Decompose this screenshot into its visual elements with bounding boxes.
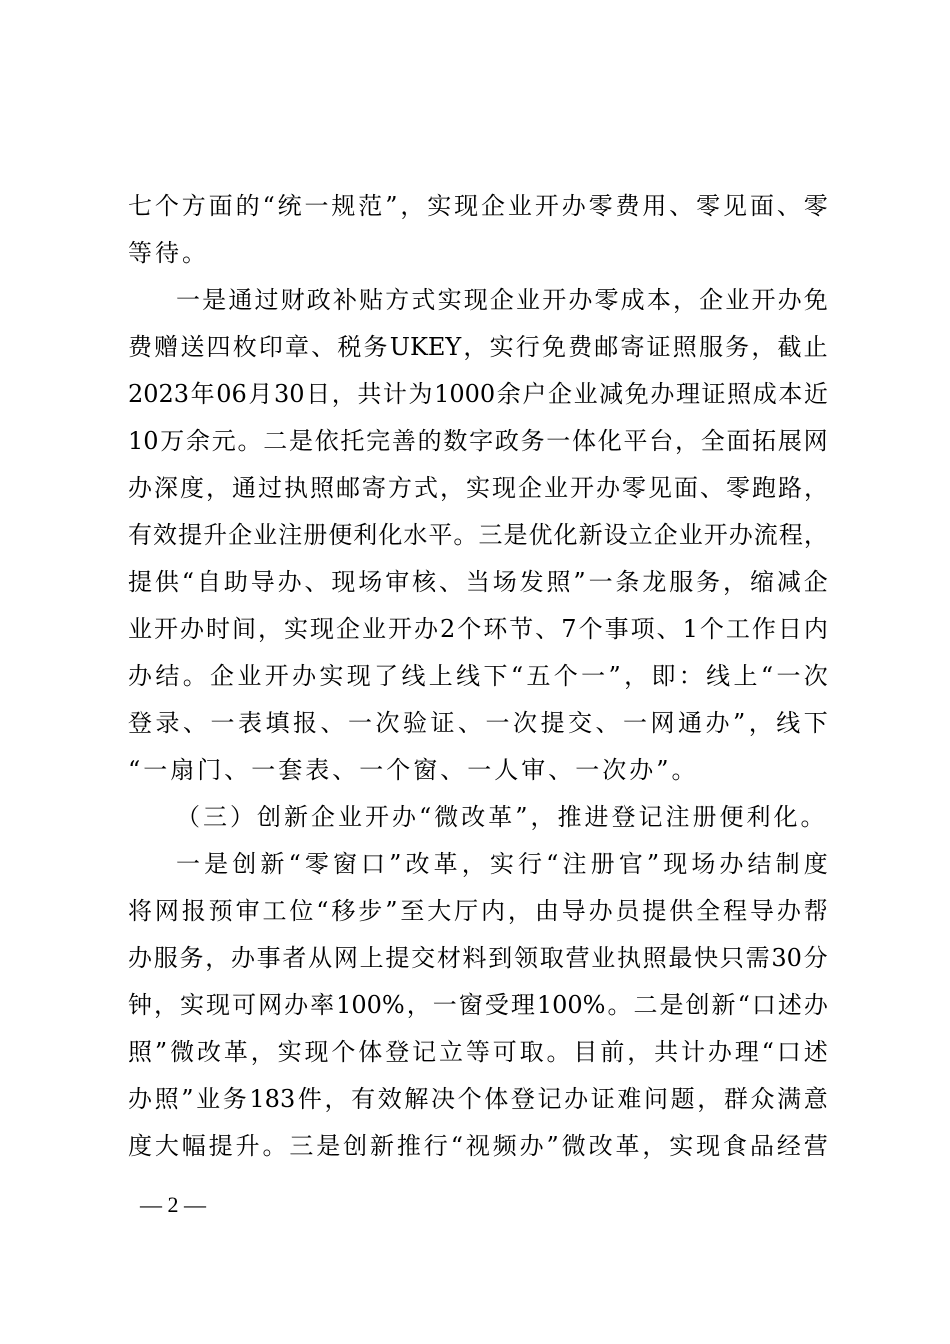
text-line: 办 照 ” 业 务 183 件 ， 有 效 解 决 个 体 登 记 办 证 难 问 题 ， 群 众 满 意 xyxy=(128,1085,828,1113)
text-line: 2023 年 06 月 30 日 ， 共 计 为 1000 余 户 企 业 减 免 办 理 证 照 成 本 近 xyxy=(128,380,828,408)
text-line: 等待。 xyxy=(128,239,209,267)
text-line: 业 开 办 时 间 ， 实 现 企 业 开 办 2 个 环 节 、 7 个 事 项 、 1 个 工 作 日 内 xyxy=(128,615,828,643)
text-line: 有 效 提 升 企 业 注 册 便 利 化 水 平 。 三 是 优 化 新 设 立 企 业 开 办 流 程 ， xyxy=(128,521,828,549)
text-line: 办 深 度 ， 通 过 执 照 邮 寄 方 式 ， 实 现 企 业 开 办 零 见 面 、 零 跑 路 ， xyxy=(128,474,828,502)
document-body xyxy=(128,183,828,1170)
text-line: “一扇门、一套表、一个窗、一人审、一次办”。 xyxy=(128,756,699,784)
text-line: 照 ” 微 改 革 ， 实 现 个 体 登 记 立 等 可 取 。 目 前 ， 共 计 办 理 “ 口 述 xyxy=(128,1038,828,1066)
text-line: 一 是 创 新 “ 零 窗 口 ” 改 革 ， 实 行 “ 注 册 官 ” 现 场 办 结 制 度 xyxy=(176,850,828,878)
text-line: 登 录 、 一 表 填 报 、 一 次 验 证 、 一 次 提 交 、 一 网 通 办 ” ， 线 下 xyxy=(128,709,828,737)
text-line: 费 赠 送 四 枚 印 章 、 税 务 UKEY ， 实 行 免 费 邮 寄 证 照 服 务 ， 截 止 xyxy=(128,333,828,361)
page-number: — 2 — xyxy=(140,1192,206,1217)
text-line: 办 结 。 企 业 开 办 实 现 了 线 上 线 下 “ 五 个 一 ” ， 即 ： 线 上 “ 一 次 xyxy=(128,662,828,690)
text-line: 钟 ， 实 现 可 网 办 率 100% ， 一 窗 受 理 100% 。 二 是 创 新 “ 口 述 办 xyxy=(128,991,828,1019)
text-line: 将 网 报 预 审 工 位 “ 移 步 ” 至 大 厅 内 ， 由 导 办 员 提 供 全 程 导 办 帮 xyxy=(128,897,828,925)
text-line: 提 供 “ 自 助 导 办 、 现 场 审 核 、 当 场 发 照 ” 一 条 龙 服 务 ， 缩 减 企 xyxy=(128,568,828,596)
text-line: 度 大 幅 提 升 。 三 是 创 新 推 行 “ 视 频 办 ” 微 改 革 ， 实 现 食 品 经 营 xyxy=(128,1132,828,1160)
text-line: 办 服 务 ， 办 事 者 从 网 上 提 交 材 料 到 领 取 营 业 执 照 最 快 只 需 30 分 xyxy=(128,944,828,972)
text-line: 七 个 方 面 的 “ 统 一 规 范 ” ， 实 现 企 业 开 办 零 费 用 、 零 见 面 、 零 xyxy=(128,192,828,220)
text-line: （三）创新企业开办“微改革”，推进登记注册便利化。 xyxy=(176,803,828,831)
text-line: 10 万 余 元 。 二 是 依 托 完 善 的 数 字 政 务 一 体 化 平 台 ， 全 面 拓 展 网 xyxy=(128,427,828,455)
text-line: 一 是 通 过 财 政 补 贴 方 式 实 现 企 业 开 办 零 成 本 ， 企 业 开 办 免 xyxy=(176,286,828,314)
